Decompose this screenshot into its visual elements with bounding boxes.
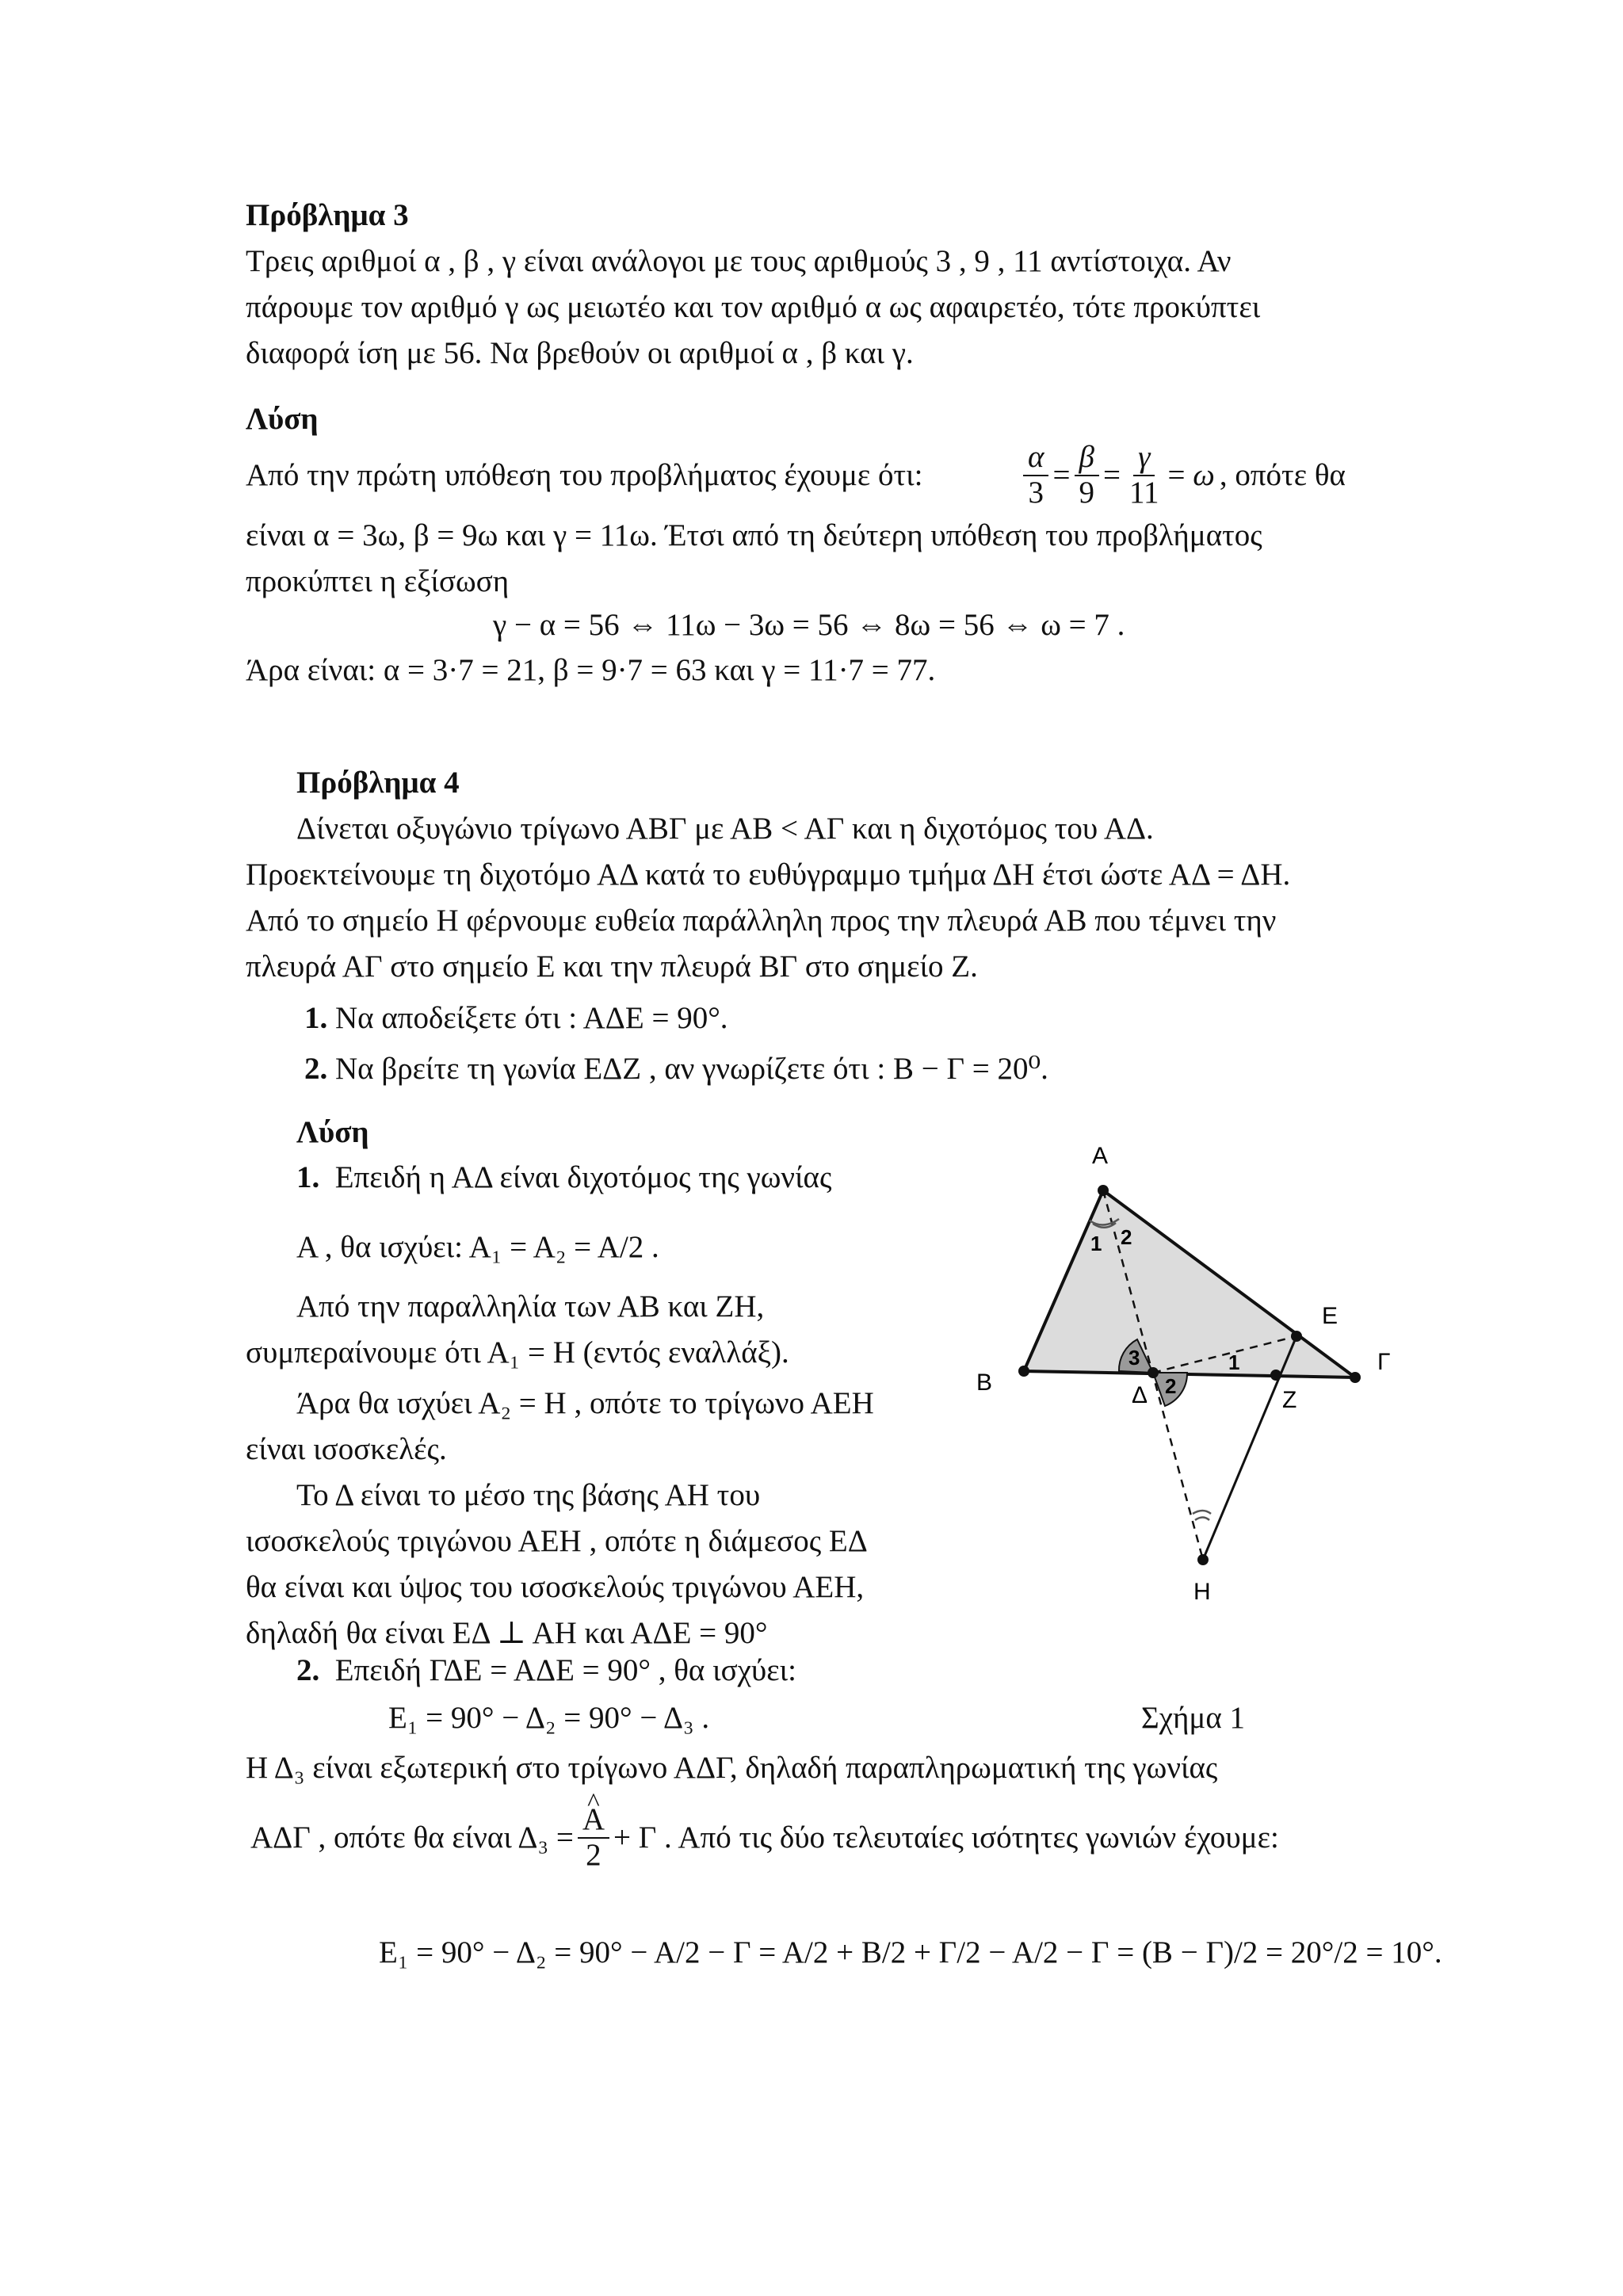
question-2: 2. Να βρείτε τη γωνία ΕΔΖ , αν γνωρίζετε ότι : Β − Γ = 20⁰. bbox=[304, 1052, 1048, 1086]
problem3-statement-line3: διαφορά ίση με 56. Να βρεθούν οι αριθμοί α , β και γ. bbox=[246, 336, 914, 370]
problem4-title: Πρόβλημα 4 bbox=[296, 766, 460, 800]
solution-1-line-a: 1. Επειδή η ΑΔ είναι διχοτόμος της γωνίας bbox=[296, 1160, 832, 1194]
solution-1-line-h: ισοσκελούς τριγώνου ΑΕΗ , οπότε η διάμεσος ΕΔ bbox=[246, 1524, 868, 1558]
solution-2-line-a: 2. Επειδή ΓΔΕ = ΑΔΕ = 90° , θα ισχύει: bbox=[296, 1653, 796, 1687]
problem3-statement-line2: πάρουμε τον αριθμό γ ως μειωτέο και τον αριθμό α ως αφαιρετέο, τότε προκύπτει bbox=[246, 290, 1261, 324]
point-d bbox=[1148, 1367, 1159, 1378]
problem3-equation: γ − α = 56 ⇔ 11ω − 3ω = 56 ⇔ 8ω = 56 ⇔ ω = 7 . bbox=[493, 608, 1125, 642]
label-b: Β bbox=[976, 1370, 993, 1396]
solution-1-line-i: θα είναι και ύψος του ισοσκελούς τριγώνου ΑΕΗ, bbox=[246, 1570, 865, 1604]
label-z: Ζ bbox=[1282, 1387, 1297, 1413]
label-a2: 2 bbox=[1121, 1225, 1132, 1249]
point-a bbox=[1098, 1185, 1109, 1196]
problem3-solution-line3: προκύπτει η εξίσωση bbox=[246, 564, 510, 598]
solution-2-line-d: ΑΔΓ , οπότε θα είναι Δ₃ = ^ $\frac{A}{2}$ + Γ . Από τις δύο τελευταίες ισότητες γωνιών έχουμε: bbox=[250, 1803, 1279, 1873]
label-a: Α bbox=[1091, 1143, 1109, 1169]
point-b bbox=[1018, 1366, 1029, 1377]
problem3-answer: Άρα είναι: α = 3·7 = 21, β = 9·7 = 63 και γ = 11·7 = 77. bbox=[246, 653, 936, 687]
solution-1-line-c: Από την παραλληλία των ΑΒ και ΖΗ, bbox=[296, 1289, 765, 1324]
problem3-title: Πρόβλημα 3 bbox=[246, 198, 409, 232]
problem3-solution-line1: Από την πρώτη υπόθεση του προβλήματος έχουμε ότι: bbox=[246, 458, 923, 492]
solution-1-line-g: Το Δ είναι το μέσο της βάσης ΑΗ του bbox=[296, 1478, 761, 1512]
label-a1: 1 bbox=[1090, 1232, 1102, 1255]
frac-alpha-3: $\frac{\alpha}{3}$ bbox=[1023, 441, 1048, 510]
question-1: 1. Να αποδείξετε ότι : ΑΔΕ = 90°. bbox=[304, 1001, 728, 1035]
angle-h-arc bbox=[1193, 1511, 1211, 1514]
label-e: Ε bbox=[1322, 1303, 1338, 1329]
label-d3: 3 bbox=[1128, 1346, 1140, 1370]
problem4-statement-line4: πλευρά ΑΓ στο σημείο Ε και την πλευρά ΒΓ στο σημείο Ζ. bbox=[246, 949, 978, 984]
label-e1: 1 bbox=[1228, 1350, 1240, 1374]
solution-1-line-b: Α , θα ισχύει: Α₁ = Α₂ = Α/2 . bbox=[296, 1230, 659, 1264]
label-g: Γ bbox=[1377, 1349, 1391, 1375]
final-equation: Ε₁ = 90° − Δ₂ = 90° − Α/2 − Γ = Α/2 + Β/2 + Γ/2 − Α/2 − Γ = (Β − Γ)/2 = 20°/2 = 10°. bbox=[379, 1935, 1442, 1969]
solution-1-line-j: δηλαδή θα είναι ΕΔ ⊥ ΑΗ και ΑΔΕ = 90° bbox=[246, 1616, 768, 1650]
figure-caption: Σχήμα 1 bbox=[1141, 1701, 1245, 1735]
solution-2-line-b: Ε₁ = 90° − Δ₂ = 90° − Δ₃ . bbox=[388, 1701, 710, 1735]
proportion-formula: $\frac{\alpha}{3}$ = $\frac{\beta}{9}$ = $\frac{\gamma}{11}$ = ω , οπότε θα bbox=[1019, 441, 1346, 510]
point-h bbox=[1197, 1554, 1209, 1565]
solution-1-line-d: συμπεραίνουμε ότι Α₁ = Η (εντός εναλλάξ). bbox=[246, 1335, 789, 1370]
point-g bbox=[1350, 1372, 1361, 1383]
point-z bbox=[1270, 1370, 1281, 1381]
label-d2: 2 bbox=[1165, 1374, 1177, 1398]
label-d: Δ bbox=[1132, 1382, 1148, 1408]
problem4-statement-line3: Από το σημείο Η φέρνουμε ευθεία παράλληλη προς την πλευρά ΑΒ που τέμνει την bbox=[246, 904, 1277, 938]
solution-1-line-e: Άρα θα ισχύει Α₂ = Η , οπότε το τρίγωνο ΑΕΗ bbox=[296, 1386, 874, 1420]
point-e bbox=[1291, 1331, 1302, 1342]
problem4-statement-line2: Προεκτείνουμε τη διχοτόμο ΑΔ κατά το ευθύγραμμο τμήμα ΔΗ έτσι ώστε ΑΔ = ΔΗ. bbox=[246, 858, 1291, 892]
frac-beta-9: $\frac{\beta}{9}$ bbox=[1074, 441, 1099, 510]
solution-1-line-f: είναι ισοσκελές. bbox=[246, 1432, 447, 1466]
problem3-solution-line2: είναι α = 3ω, β = 9ω και γ = 11ω. Έτσι από τη δεύτερη υπόθεση του προβλήματος bbox=[246, 518, 1262, 552]
problem4-solution-title: Λύση bbox=[296, 1115, 369, 1149]
frac-gamma-11: $\frac{\gamma}{11}$ bbox=[1128, 440, 1159, 510]
problem3-statement-line1: Τρεις αριθμοί α , β , γ είναι ανάλογοι με τους αριθμούς 3 , 9 , 11 αντίστοιχα. Αν bbox=[246, 244, 1232, 278]
geometry-figure bbox=[935, 1141, 1411, 1609]
solution-2-line-c: Η Δ₃ είναι εξωτερική στο τρίγωνο ΑΔΓ, δηλαδή παραπληρωματική της γωνίας bbox=[246, 1751, 1218, 1785]
label-h: Η bbox=[1193, 1579, 1211, 1605]
angle-h-arc-inner bbox=[1195, 1518, 1209, 1521]
frac-a-over-2: ^ $\frac{A}{2}$ bbox=[578, 1803, 609, 1873]
problem4-statement-line1: Δίνεται οξυγώνιο τρίγωνο ΑΒΓ με ΑΒ < ΑΓ και η διχοτόμος του ΑΔ. bbox=[296, 812, 1154, 846]
problem3-solution-title: Λύση bbox=[246, 402, 319, 436]
triangle-abg bbox=[1024, 1190, 1355, 1377]
